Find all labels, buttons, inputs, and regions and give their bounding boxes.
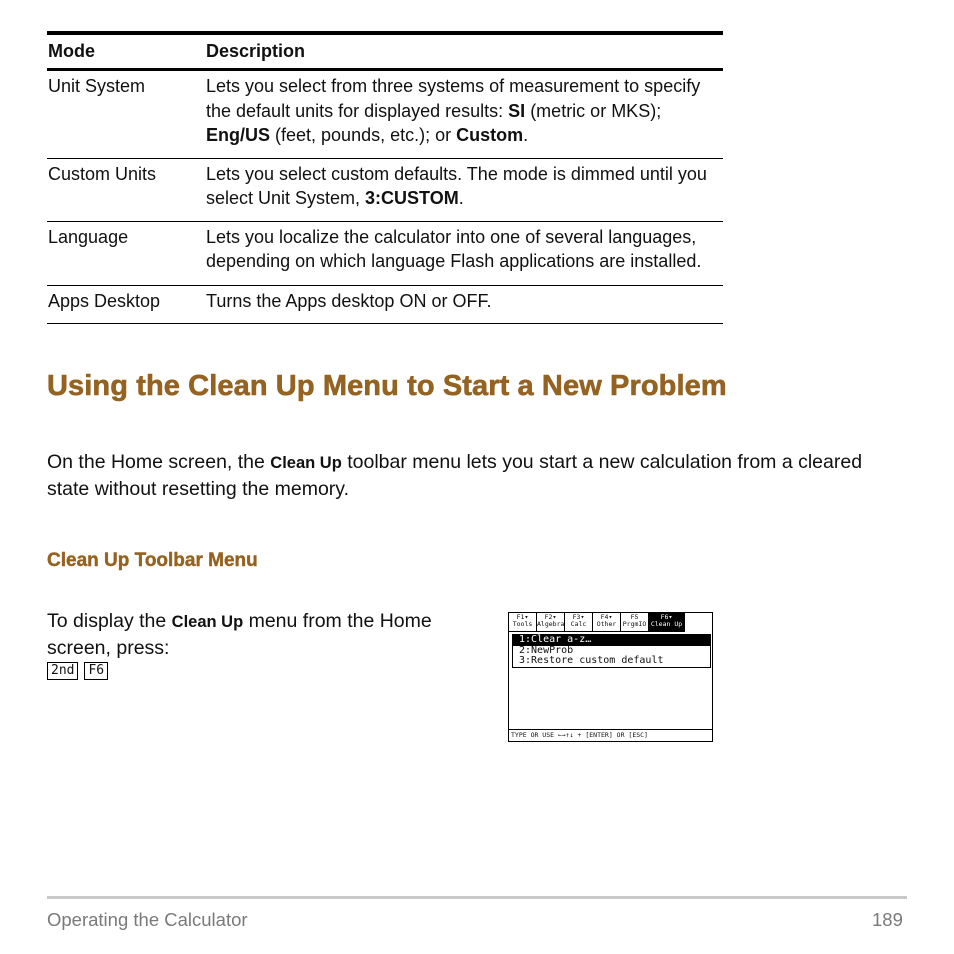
footer-rule: [47, 896, 907, 899]
description-cell: [206, 225, 723, 274]
mode-cell: Apps Desktop: [48, 290, 161, 311]
menu-item-restore-custom-default: 3:Restore custom default: [519, 655, 664, 666]
key-2nd: 2nd: [47, 662, 78, 680]
subsection-heading: Clean Up Toolbar Menu: [47, 550, 258, 571]
key-sequence: [47, 662, 108, 680]
mode-table: [47, 31, 723, 324]
description-text: .: [523, 125, 529, 145]
mode-cell: Unit System: [48, 76, 146, 96]
description-text: Lets you select from three systems of measurement to specify the default units for displayed results:: [206, 76, 701, 121]
calculator-screen: [508, 612, 713, 742]
table-row: [47, 286, 723, 324]
intro-paragraph: [47, 449, 907, 502]
description-cell: [206, 289, 723, 314]
toolbar-tab-prgmio: F5 PrgmIO: [621, 613, 649, 632]
description-text: (feet, pounds, etc.); or: [270, 125, 457, 145]
table-row: [47, 159, 723, 221]
description-bold-term: SI: [508, 100, 526, 121]
mode-cell: Language: [48, 226, 129, 247]
description-text: Turns the Apps desktop ON or OFF.: [206, 290, 492, 311]
mode-cell: Custom Units: [48, 163, 157, 184]
toolbar-tab-blank: [685, 613, 712, 632]
menu-item-clear-az: 1:Clear a-z…: [513, 635, 710, 646]
table-row: [47, 71, 723, 158]
row-divider: [47, 323, 723, 324]
section-heading: Using the Clean Up Menu to Start a New Problem: [47, 370, 727, 402]
display-instructions: [47, 608, 497, 661]
calculator-status-line: TYPE OR USE ←→↑↓ + [ENTER] OR [ESC]: [509, 729, 712, 741]
table-body: [47, 71, 723, 324]
clean-up-menu: [512, 634, 711, 668]
description-text: (metric or MKS);: [525, 100, 662, 121]
description-text: Lets you localize the calculator into one of several languages, depending on which language Flash applications are installed.: [206, 226, 702, 271]
calculator-toolbar: [509, 613, 712, 633]
description-text: .: [458, 188, 464, 208]
description-bold-term: Eng/US: [206, 125, 271, 145]
description-bold-term: Custom: [456, 125, 524, 145]
footer-chapter-title: Operating the Calculator: [47, 909, 248, 930]
table-row: [47, 222, 723, 285]
description-bold-term: 3:CUSTOM: [365, 188, 459, 208]
intro-text-before: On the Home screen, the: [47, 451, 271, 473]
intro-text-after: toolbar menu lets you start a new calculation from a cleared state without resetting the memory.: [47, 451, 863, 500]
footer-page-number: 189: [872, 909, 903, 930]
description-cell: [206, 74, 723, 148]
toolbar-tab-clean-up: F6▾ Clean Up: [649, 613, 685, 632]
display-clean-up-term: Clean Up: [171, 613, 244, 631]
toolbar-tab-calc: F3▾ Calc: [565, 613, 593, 632]
header-mode: Mode: [48, 41, 95, 61]
toolbar-tab-other: F4▾ Other: [593, 613, 621, 632]
display-text-before: To display the: [47, 610, 172, 632]
description-cell: [206, 162, 723, 211]
display-text-after: menu from the Home screen, press:: [47, 610, 432, 659]
toolbar-tab-tools: F1▾ Tools: [509, 613, 537, 632]
toolbar-tab-algebra: F2▾ Algebra: [537, 613, 565, 632]
key-f6: F6: [84, 662, 108, 680]
table-header-row: [47, 35, 723, 68]
menu-item-newprob: 2:NewProb: [519, 644, 574, 656]
intro-clean-up-term: Clean Up: [270, 454, 342, 472]
description-text: Lets you select custom defaults. The mode is dimmed until you select Unit System,: [206, 163, 707, 208]
header-description: Description: [206, 41, 306, 61]
